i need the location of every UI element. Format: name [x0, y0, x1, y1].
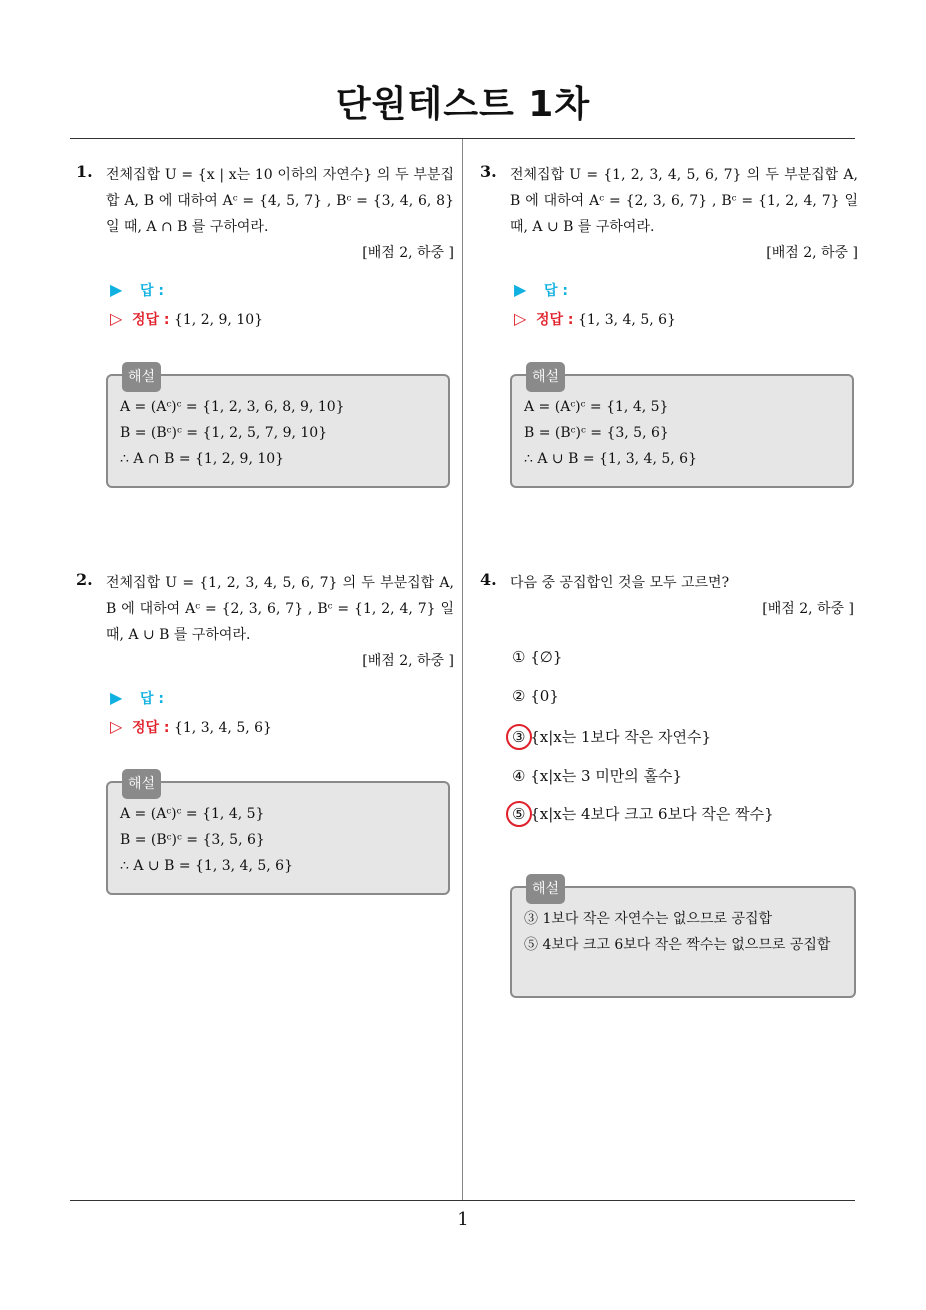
answer-area [110, 276, 454, 334]
solution-line: B = (Bᶜ)ᶜ = {1, 2, 5, 7, 9, 10} [120, 425, 328, 441]
choice-1[interactable] [512, 648, 562, 666]
play-icon: ▶ [110, 688, 123, 707]
answer-label: 답 : [140, 283, 164, 299]
solution-line: B = (Bᶜ)ᶜ = {3, 5, 6} [120, 832, 265, 848]
correct-label: 정답 : [132, 720, 170, 736]
play-icon: ▶ [514, 280, 527, 299]
solution-line: ⑤ 4보다 크고 6보다 작은 짝수는 없으므로 공집합 [524, 937, 831, 953]
selected-circle-icon [506, 724, 532, 750]
solution-box-2 [106, 776, 450, 895]
page-number: 1 [457, 1209, 469, 1230]
solution-line: ∴ A ∪ B = {1, 3, 4, 5, 6} [524, 451, 697, 467]
question-text: 전체집합 U = {1, 2, 3, 4, 5, 6, 7} 의 두 부분집합 A, B 에 대하여 Aᶜ = {2, 3, 6, 7} , Bᶜ = {1, 2, 4, 7} 일 때, A ∪ B 를 구하여라. [510, 167, 858, 235]
play-icon: ▶ [110, 280, 123, 299]
choice-text: {x|x는 4보다 크고 6보다 작은 짝수} [530, 805, 774, 823]
choice-text: {0} [530, 687, 559, 705]
correct-answer: {1, 3, 4, 5, 6} [173, 720, 272, 736]
solution-box-3 [510, 369, 854, 488]
solution-tag: 해설 [526, 874, 565, 904]
answer-area [514, 276, 858, 334]
choice-4[interactable] [512, 765, 682, 786]
question-score: [배점 2, 하중 ] [762, 601, 854, 617]
question-score: [배점 2, 하중 ] [362, 653, 454, 669]
bottom-rule [70, 1200, 855, 1201]
choice-number: ④ [512, 767, 526, 785]
choice-text: {x|x는 3 미만의 홀수} [530, 767, 683, 785]
solution-line: A = (Aᶜ)ᶜ = {1, 4, 5} [120, 806, 265, 822]
choice-number: ① [512, 648, 526, 666]
question-text: 전체집합 U = {x | x는 10 이하의 자연수} 의 두 부분집합 A, B 에 대하여 Aᶜ = {4, 5, 7} , Bᶜ = {3, 4, 6, 8} 일 때, A ∩ B 를 구하여라. [106, 167, 454, 235]
correct-label: 정답 : [132, 312, 170, 328]
question-3 [480, 162, 858, 334]
correct-answer: {1, 2, 9, 10} [173, 312, 264, 328]
question-text: 다음 중 공집합인 것을 모두 고르면? [510, 575, 730, 591]
solution-line: ∴ A ∪ B = {1, 3, 4, 5, 6} [120, 858, 293, 874]
question-score: [배점 2, 하중 ] [362, 245, 454, 261]
column-divider [462, 139, 463, 1201]
solution-box-4 [510, 881, 856, 998]
question-score: [배점 2, 하중 ] [766, 245, 858, 261]
question-number: 3. [480, 162, 497, 181]
choice-number-text: ⑤ [512, 805, 526, 823]
solution-line: B = (Bᶜ)ᶜ = {3, 5, 6} [524, 425, 669, 441]
solution-line: ③ 1보다 작은 자연수는 없으므로 공집합 [524, 911, 773, 927]
question-4 [480, 570, 854, 622]
triangle-outline-icon: ▷ [110, 717, 123, 736]
choice-number: ② [512, 687, 526, 705]
question-text: 전체집합 U = {1, 2, 3, 4, 5, 6, 7} 의 두 부분집합 A, B 에 대하여 Aᶜ = {2, 3, 6, 7} , Bᶜ = {1, 2, 4, 7} 일 때, A ∪ B 를 구하여라. [106, 575, 454, 643]
page-title: 단원테스트 1차 [335, 84, 591, 125]
solution-tag: 해설 [122, 769, 161, 799]
question-number: 2. [76, 570, 93, 589]
choice-3[interactable] [512, 726, 711, 747]
choice-2[interactable] [512, 687, 559, 705]
solution-line: A = (Aᶜ)ᶜ = {1, 4, 5} [524, 399, 669, 415]
answer-area [110, 684, 454, 742]
triangle-outline-icon: ▷ [110, 309, 123, 328]
question-1 [76, 162, 454, 334]
solution-line: ∴ A ∩ B = {1, 2, 9, 10} [120, 451, 285, 467]
solution-line: A = (Aᶜ)ᶜ = {1, 2, 3, 6, 8, 9, 10} [120, 399, 345, 415]
choice-number-text: ③ [512, 728, 526, 746]
solution-tag: 해설 [526, 362, 565, 392]
answer-label: 답 : [140, 691, 164, 707]
solution-tag: 해설 [122, 362, 161, 392]
choice-text: {x|x는 1보다 작은 자연수} [530, 728, 712, 746]
choice-5[interactable] [512, 803, 774, 824]
selected-circle-icon [506, 801, 532, 827]
triangle-outline-icon: ▷ [514, 309, 527, 328]
correct-answer: {1, 3, 4, 5, 6} [577, 312, 676, 328]
choice-number [512, 805, 525, 823]
question-number: 1. [76, 162, 93, 181]
solution-box-1 [106, 369, 450, 488]
choice-number [512, 728, 525, 746]
question-2 [76, 570, 454, 742]
choice-text: {∅} [530, 648, 563, 666]
answer-label: 답 : [544, 283, 568, 299]
correct-label: 정답 : [536, 312, 574, 328]
question-number: 4. [480, 570, 497, 589]
